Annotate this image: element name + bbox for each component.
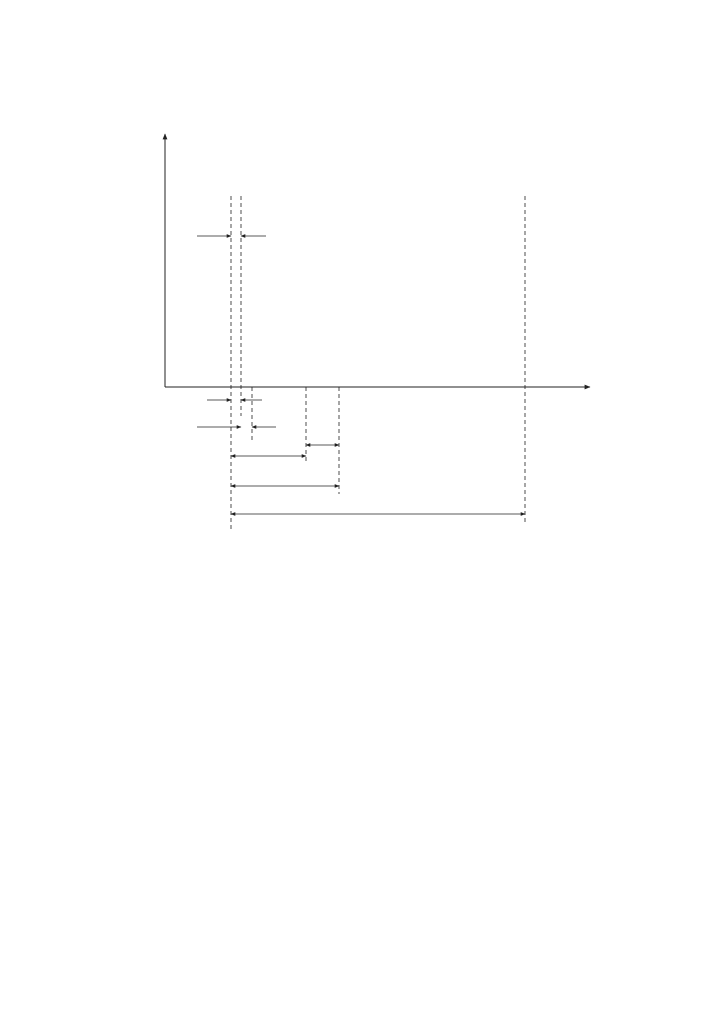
section-4-3-heading (95, 738, 127, 751)
section-5-1-heading (95, 877, 127, 890)
dimension-arrows (197, 236, 525, 514)
section-5-1-1-heading (95, 905, 135, 918)
guide-lines (231, 196, 525, 532)
list-item (120, 783, 144, 796)
section-5-heading (95, 840, 114, 853)
list-item (120, 801, 144, 814)
